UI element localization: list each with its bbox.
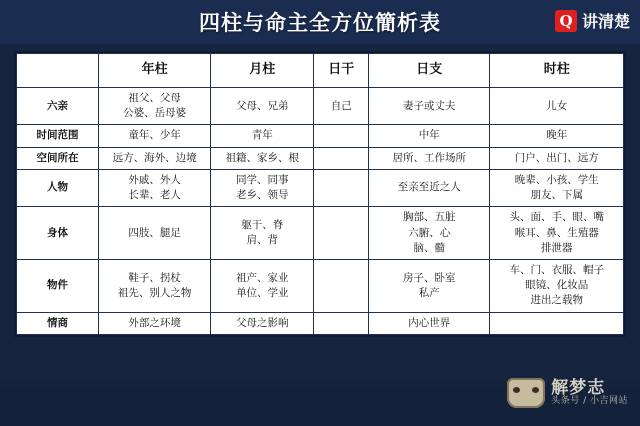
table-cell — [369, 125, 490, 147]
table-cell — [98, 207, 210, 260]
watermark-subtitle: 头条号 / 小吉网站 — [551, 396, 628, 407]
table-cell-line: 父母之影响 — [236, 316, 289, 329]
table-cell — [490, 207, 624, 260]
table-cell-line: 长辈、老人 — [128, 189, 181, 202]
table-cell-line: 房子、卧室 — [402, 271, 456, 284]
table-cell-line: 肩、背 — [246, 234, 279, 247]
table-cell — [490, 312, 624, 334]
table-cell-line: 老乡、领导 — [236, 189, 289, 202]
table-cell-line: 脑、髓 — [413, 241, 445, 254]
table-cell — [490, 169, 624, 206]
table-col-header-4: 日支 — [369, 54, 490, 88]
table-body — [17, 88, 624, 335]
watermark — [507, 378, 628, 408]
table-cell-line: 童年、少年 — [128, 129, 181, 142]
table-cell — [369, 259, 490, 312]
table-cell — [369, 312, 490, 334]
table-cell — [490, 125, 624, 147]
table-cell-line: 头、面、手、眼、嘴 — [509, 211, 604, 224]
table-cell-line: 眼镜、化妆品 — [525, 279, 589, 292]
table-row — [17, 147, 624, 169]
watermark-logo-icon — [507, 378, 545, 408]
table-cell — [314, 312, 369, 334]
table-cell — [211, 88, 314, 125]
table-cell-line: 四肢、腿足 — [128, 226, 181, 239]
table-cell-line: 内心世界 — [408, 316, 451, 329]
table-row — [17, 312, 624, 334]
table-row-header: 六亲 — [17, 88, 99, 125]
table-cell — [490, 259, 624, 312]
table-col-header-3: 日干 — [314, 54, 369, 88]
table-header-row — [17, 54, 624, 88]
table-cell — [98, 312, 210, 334]
brand-logo — [555, 9, 630, 32]
table-cell-line: 祖先、别人之物 — [117, 286, 192, 299]
table-col-header-0 — [17, 54, 99, 88]
table-cell-line: 儿女 — [546, 99, 568, 112]
table-cell-line: 胸部、五脏 — [402, 211, 456, 224]
table-cell — [314, 125, 369, 147]
table-cell — [98, 88, 210, 125]
table-row-header: 时间范围 — [17, 125, 99, 147]
table-row — [17, 259, 624, 312]
table-cell-line: 鞋子、拐杖 — [128, 271, 181, 284]
table-cell-line: 父母、兄弟 — [236, 99, 289, 112]
table-row-header: 人物 — [17, 169, 99, 206]
table-row-header: 空间所在 — [17, 147, 99, 169]
table-row-header: 情商 — [17, 312, 99, 334]
table-col-header-5: 时柱 — [490, 54, 624, 88]
table-cell-line: 外戚、外人 — [128, 173, 181, 186]
table-cell — [490, 147, 624, 169]
table-cell-line: 祖产、家业 — [236, 271, 289, 284]
table-cell-line: 排泄器 — [540, 241, 573, 254]
table-cell — [369, 88, 490, 125]
watermark-text — [551, 379, 628, 408]
page-title: 四柱与命主全方位簡析表 — [199, 11, 441, 35]
table-row — [17, 169, 624, 206]
header-bar — [0, 0, 640, 44]
table-cell-line: 中年 — [418, 129, 440, 142]
table-cell — [98, 169, 210, 206]
table-cell — [369, 169, 490, 206]
table-cell — [369, 207, 490, 260]
table-cell — [98, 147, 210, 169]
table-cell-line: 青年 — [251, 129, 273, 142]
table-cell — [211, 169, 314, 206]
table-col-header-1: 年柱 — [98, 54, 210, 88]
table-cell — [211, 259, 314, 312]
table-cell-line: 祖父、父母 — [128, 92, 181, 104]
table-cell-line: 朋友、下属 — [530, 189, 583, 202]
table-cell-line: 同学、同事 — [236, 173, 289, 186]
table-cell — [211, 125, 314, 147]
table-cell — [98, 259, 210, 312]
table-cell — [211, 312, 314, 334]
table-cell — [314, 147, 369, 169]
table-row — [17, 125, 624, 147]
table-row-header: 物件 — [17, 259, 99, 312]
table-cell-line: 公婆、岳母婆 — [123, 107, 187, 120]
table-cell-line: 外部之环境 — [128, 316, 181, 329]
table-cell — [314, 88, 369, 125]
table-cell — [314, 207, 369, 260]
table-cell-line: 晚辈、小孩、学生 — [514, 173, 599, 186]
table-cell-line: 妻子或丈夫 — [402, 99, 456, 112]
table-cell-line: 单位、学业 — [236, 286, 289, 299]
table-cell-line: 晚年 — [546, 129, 568, 142]
four-pillars-table — [16, 53, 624, 335]
table-cell-line: 喉耳、鼻、生殖器 — [514, 226, 599, 239]
table-cell — [314, 259, 369, 312]
table-cell-line: 进出之载物 — [530, 294, 583, 307]
table-cell-line: 远方、海外、边境 — [112, 151, 197, 164]
table-cell-line: 祖籍、家乡、根 — [225, 151, 300, 164]
table-cell-line: 私产 — [418, 286, 440, 299]
table-cell-line: 六腑、心 — [408, 226, 451, 239]
table-row — [17, 207, 624, 260]
table-cell — [211, 207, 314, 260]
table-cell-line: 至亲至近之人 — [397, 181, 461, 194]
table-cell — [211, 147, 314, 169]
watermark-title: 解梦志 — [551, 377, 606, 398]
brand-badge-icon: Q — [555, 10, 577, 32]
table-row — [17, 88, 624, 125]
table-cell-line: 门户、出门、远方 — [514, 151, 599, 164]
table-cell — [490, 88, 624, 125]
table-cell — [369, 147, 490, 169]
table-row-header: 身体 — [17, 207, 99, 260]
table-cell — [314, 169, 369, 206]
table-cell-line: 居所、工作场所 — [392, 151, 466, 164]
table-cell-line: 车、门、衣服、帽子 — [509, 263, 604, 276]
table-cell-line: 躯干、脊 — [241, 218, 284, 231]
brand-name: 讲清楚 — [581, 12, 630, 31]
table-cell — [98, 125, 210, 147]
table-container — [14, 51, 626, 337]
table-cell-line: 自己 — [330, 99, 352, 112]
table-col-header-2: 月柱 — [211, 54, 314, 88]
